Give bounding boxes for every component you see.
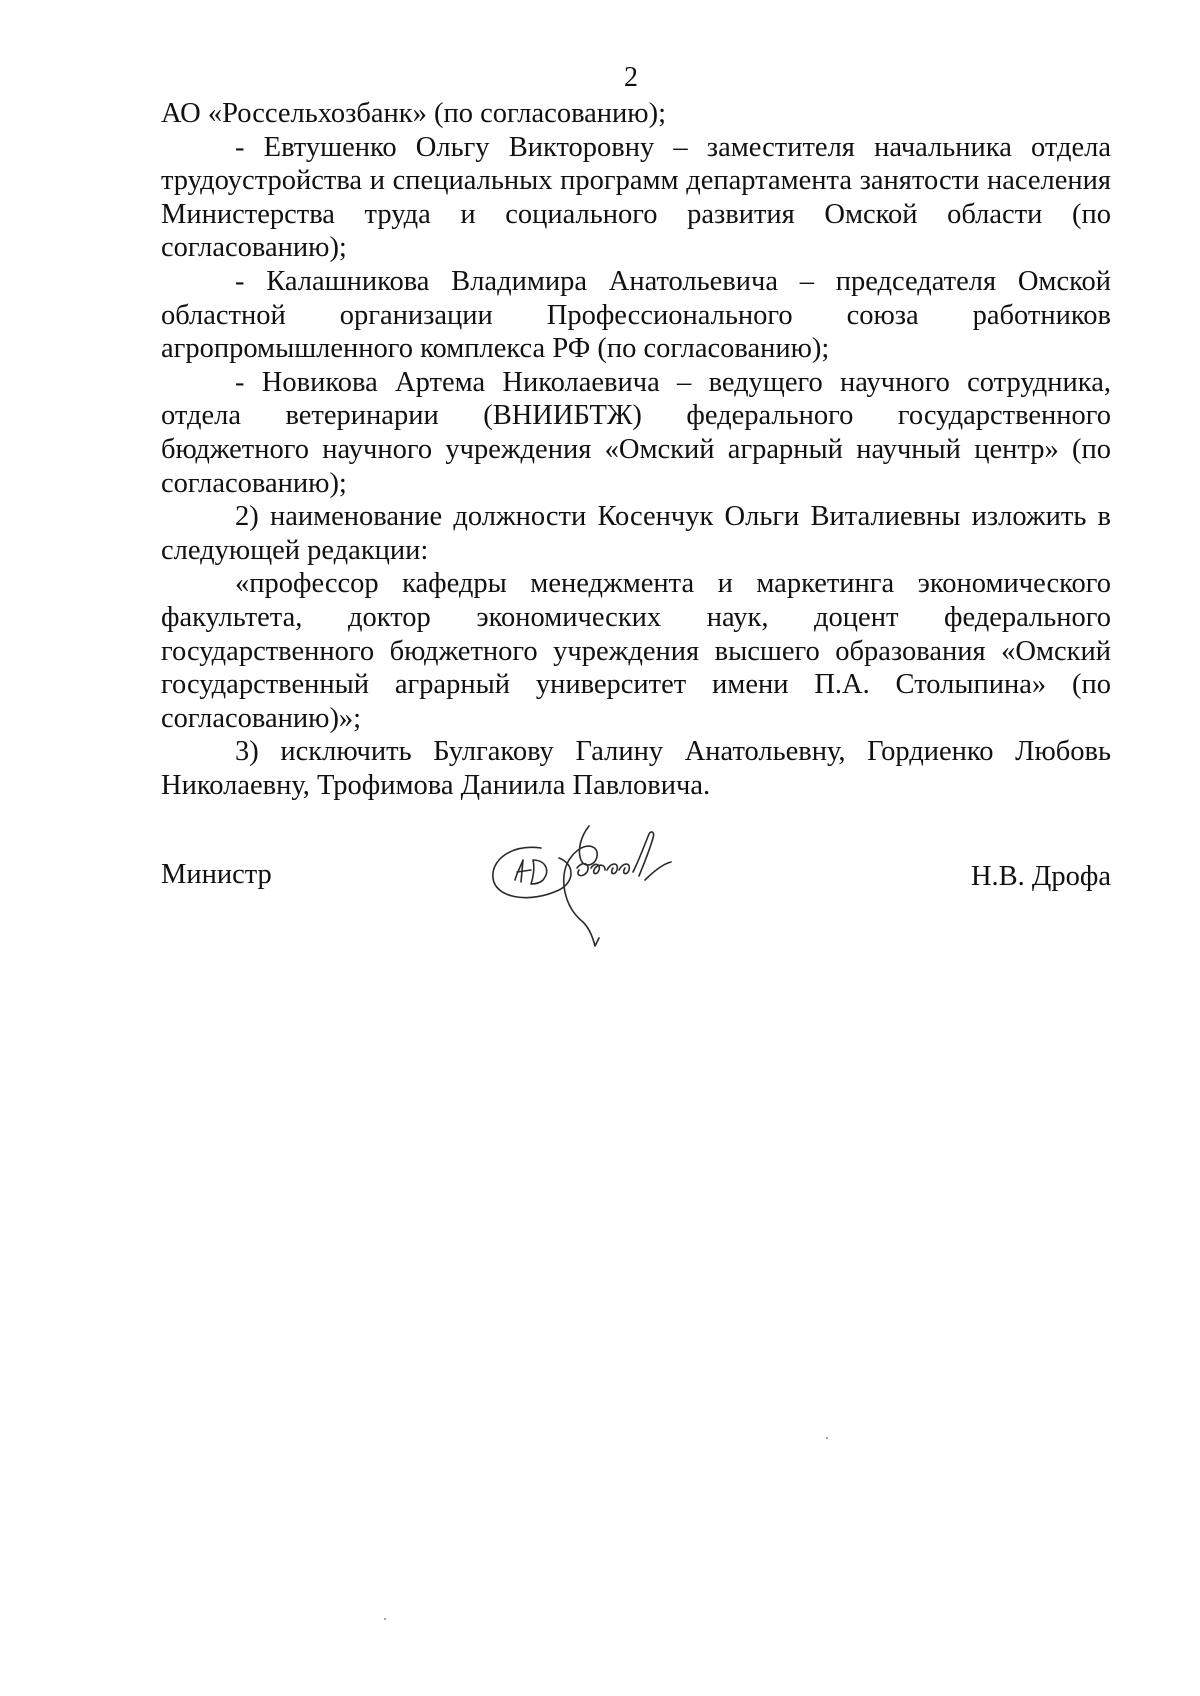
paragraph-continuation: АО «Россельхозбанк» (по согласованию); <box>161 98 666 129</box>
scan-speck <box>826 1437 828 1439</box>
document-body <box>161 97 1111 802</box>
paragraph-kalashnikov: - Калашникова Владимира Анатольевича – председателя Омской областной организации Профессионального союза работников агропромышленного комплекса РФ (по согласованию); <box>161 265 1111 365</box>
paragraph-evtushenko: - Евтушенко Ольгу Викторовну – заместителя начальника отдела трудоустройства и специальных программ департамента занятости населения Министерства труда и социального развития Омской области (по согласованию); <box>161 131 1111 264</box>
paragraph-item-2: 2) наименование должности Косенчук Ольги Виталиевны изложить в следующей редакции: <box>161 501 1111 566</box>
paragraph-novikov: - Новикова Артема Николаевича – ведущего научного сотрудника, отдела ветеринарии (ВНИИБТЖ) федерального государственного бюджетного научного учреждения «Омский аграрный научный центр» (по согласованию); <box>161 366 1111 499</box>
signer-name: Н.В. Дрофа <box>970 861 1111 892</box>
page-number: 2 <box>624 62 638 93</box>
paragraph-item-3: 3) исключить Булгакову Галину Анатольевну, Гордиенко Любовь Николаевну, Трофимова Даниила Павловича. <box>161 736 1111 801</box>
handwritten-signature <box>471 820 711 960</box>
scan-speck <box>384 1618 386 1620</box>
signature-block <box>161 820 1111 960</box>
paragraph-new-position: «профессор кафедры менеджмента и маркетинга экономического факультета, доктор экономических наук, доцент федерального государственного бюджетного учреждения высшего образования «Омский государственный аграрный университет имени П.А. Столыпина» (по согласованию)»; <box>161 568 1111 734</box>
signer-title: Министр <box>161 859 272 890</box>
